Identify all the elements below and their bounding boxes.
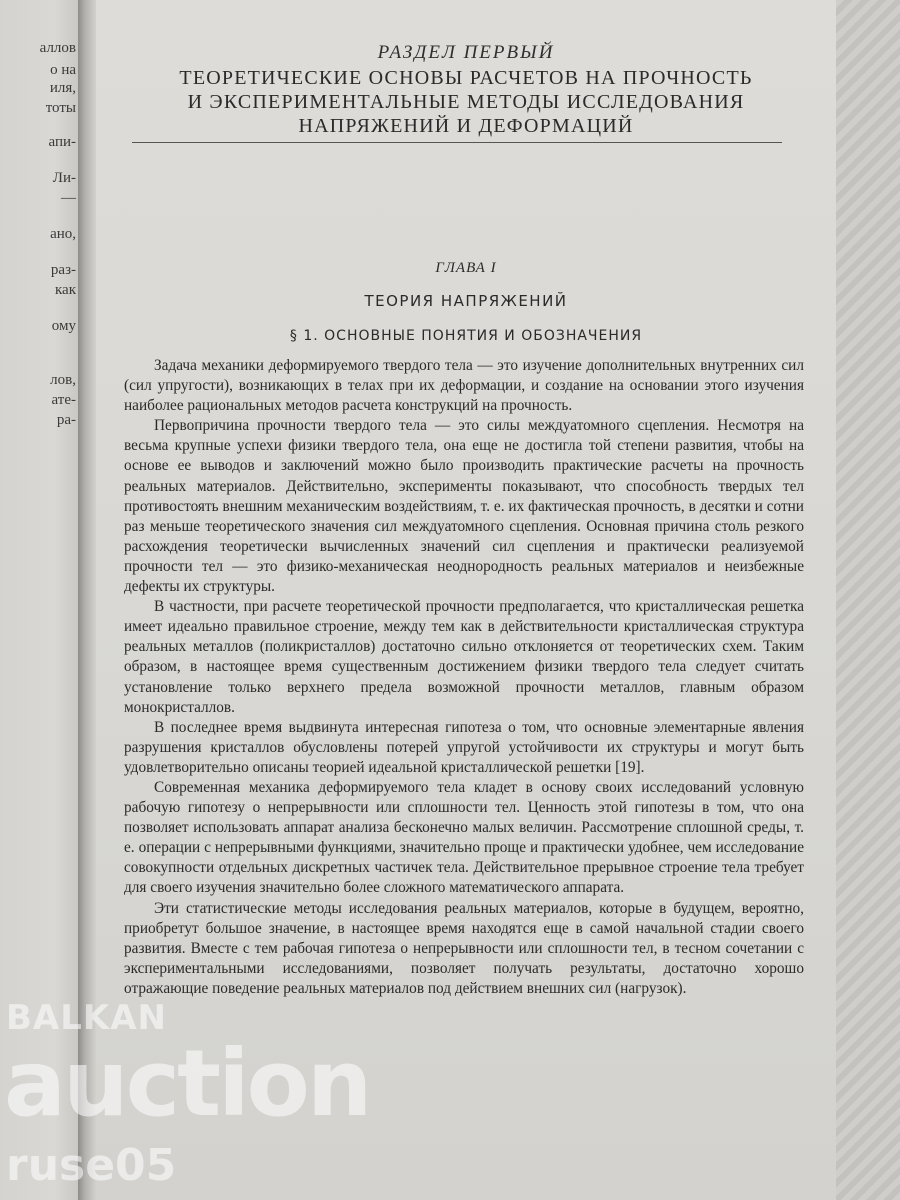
- left-page-fragment: как: [54, 282, 76, 298]
- left-page-fragment: раз-: [50, 262, 76, 278]
- section-label: РАЗДЕЛ ПЕРВЫЙ: [377, 42, 555, 63]
- left-page-fragment: ра-: [56, 412, 76, 428]
- section-heading: § 1. ОСНОВНЫЕ ПОНЯТИЯ И ОБОЗНАЧЕНИЯ: [289, 328, 643, 344]
- left-page-fragment: ому: [51, 318, 76, 334]
- paragraph: В последнее время выдвинута интересная гипотеза о том, что основные элементарные явления разрушения кристаллов обусловлены потерей упругой устойчивости их структуры и могут быть удовлетворительно описаны теорией идеальной кристаллической решетки [19].: [124, 718, 804, 776]
- watermark-brand: BALKAN: [6, 998, 168, 1038]
- paragraph: Современная механика деформируемого тела кладет в основу своих исследований условную рабочую гипотезу о непрерывности или сплошности тел. Ценность этой гипотезы в том, что она позволяет использовать аппарат анализа бесконечно малых величин. Рассмотрение сплошной среды, т. е. операции с непрерывными функциями, значительно проще и практически удобнее, чем исследование совокупности отдельных дискретных частичек тела. Действительное прерывное строение тела требует для своего изучения значительно более сложного математического аппарата.: [124, 778, 804, 897]
- body-text: [124, 356, 804, 999]
- paragraph: Задача механики деформируемого твердого тела — это изучение дополнительных внутренних сил (сил упругости), возникающих в телах при их деформации, и создание на основании этого изучения наиболее рациональных методов расчета конструкций на прочность.: [124, 357, 804, 415]
- background-surface: [836, 0, 900, 1200]
- section-title: [116, 66, 816, 138]
- chapter-title: ТЕОРИЯ НАПРЯЖЕНИЙ: [364, 292, 568, 310]
- section-title-line: И ЭКСПЕРИМЕНТАЛЬНЫЕ МЕТОДЫ ИССЛЕДОВАНИЯ: [187, 91, 745, 113]
- title-divider: [132, 142, 782, 143]
- paragraph: Первопричина прочности твердого тела — это силы междуатомного сцепления. Несмотря на весьма крупные успехи физики твердого тела, она еще не достигла той степени развития, чтобы на основе ее выводов и заключений можно было производить практические расчеты на прочность реальных материалов. Действительно, эксперименты показывают, что способность твердых тел противостоять внешним механическим воздействиям, т. е. их фактическая прочность, в десятки и сотни раз меньше теоретического значения сил междуатомного сцепления. Основная причина столь резкого расхождения теоретически вычисленных значений сил сцепления и практически реализуемой прочности тел — это физико-механическая неоднородность реальных материалов и неизбежные дефекты их структуры.: [124, 417, 804, 596]
- left-page-fragment: иля,: [49, 80, 76, 96]
- left-page-fragment: о на: [50, 62, 76, 78]
- paragraph: Эти статистические методы исследования реальных материалов, которые в будущем, вероятно, приобретут большое значение, в настоящее время находятся еще в самой начальной стадии своего развития. Вместе с тем рабочая гипотеза о непрерывности или сплошности тел, в тесном сочетании с экспериментальными исследованиями, позволяет получать результаты, достаточно хорошо отражающие поведение реальных материалов под действием внешних сил (нагрузок).: [124, 899, 804, 997]
- left-page-fragment: —: [61, 190, 76, 206]
- book-page: [96, 0, 836, 1200]
- left-page-fragment: лов,: [50, 372, 76, 388]
- book-gutter: [78, 0, 96, 1200]
- previous-page: [0, 0, 78, 1200]
- left-page-fragment: аллов: [39, 40, 76, 56]
- paragraph: В частности, при расчете теоретической прочности предполагается, что кристаллическая решетка имеет идеально правильное строение, между тем как в действительности кристаллическая структура реальных металлов (поликристаллов) достаточно сильно отклоняется от теоретических схем. Таким образом, в настоящее время существенным достижением физики твердого тела следует считать установление только верхнего предела возможной прочности металлов, главным образом монокристаллов.: [124, 598, 804, 716]
- left-page-fragment: Ли-: [52, 170, 76, 186]
- left-page-fragment: ано,: [50, 226, 76, 242]
- section-title-line: ТЕОРЕТИЧЕСКИЕ ОСНОВЫ РАСЧЕТОВ НА ПРОЧНОСТЬ: [179, 67, 753, 89]
- chapter-label: ГЛАВА I: [435, 260, 497, 276]
- section-title-line: НАПРЯЖЕНИЙ И ДЕФОРМАЦИЙ: [298, 115, 634, 137]
- left-page-fragment: тоты: [45, 100, 76, 116]
- left-page-fragment: апи-: [48, 134, 76, 150]
- watermark-seller: ruse05: [6, 1140, 177, 1191]
- left-page-fragment: ате-: [51, 392, 76, 408]
- watermark-site: auction: [4, 1030, 370, 1137]
